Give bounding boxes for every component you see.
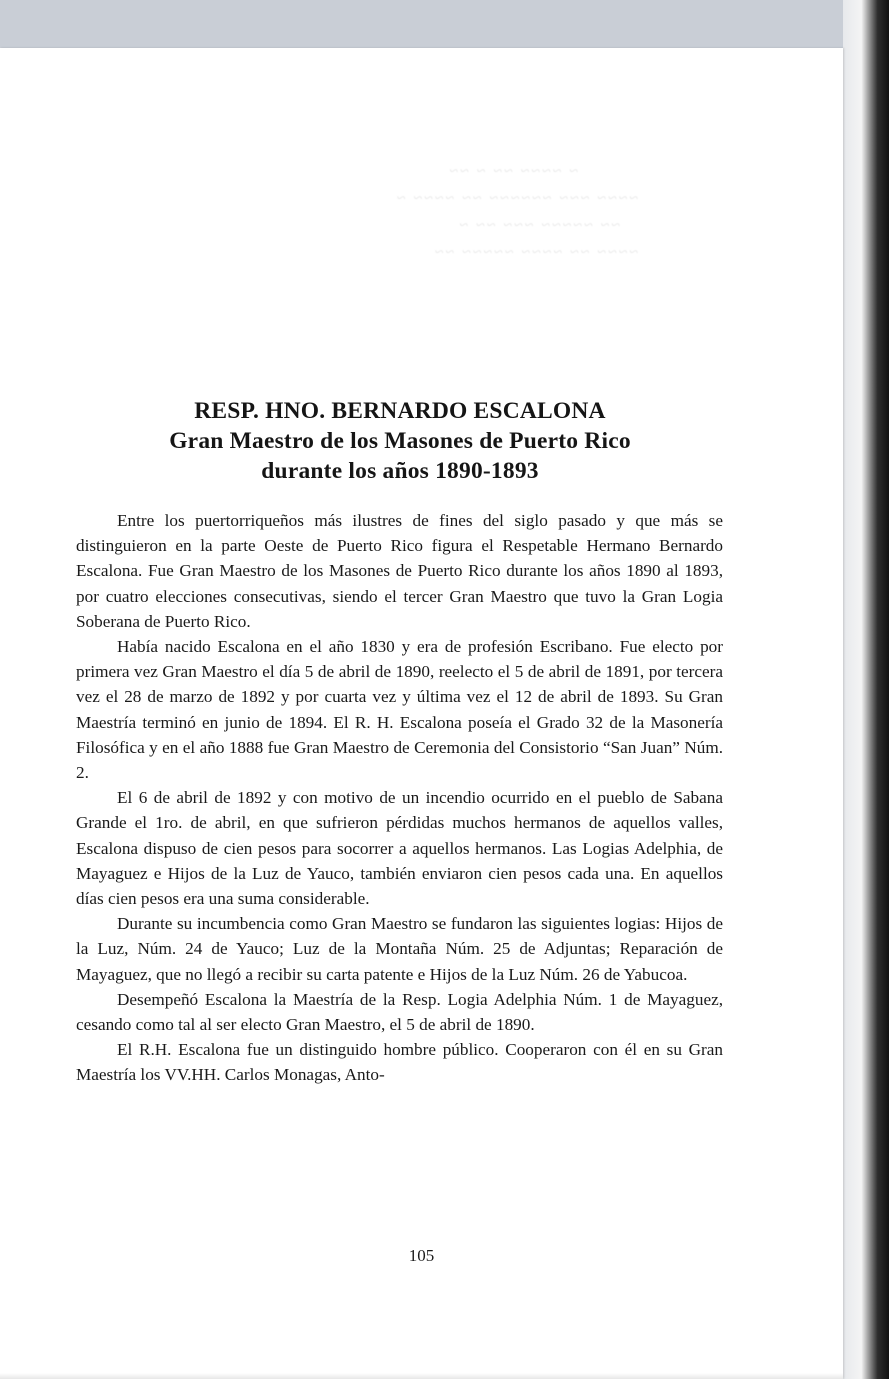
paragraph-3: El 6 de abril de 1892 y con motivo de un incendio ocurrido en el pueblo de Sabana Grande el 1ro. de abril, en que sufrieron pérdidas muchos hermanos de aquellos valles, Escalona dispuso de cien pesos para socorrer a aquellos hermanos. Las Logias Adelphia, de Mayaguez e Hijos de la Luz de Yauco, también enviaron cien pesos cada una. En aquellos días cien pesos era una suma considerable. — [76, 788, 723, 909]
chapter-title: RESP. HNO. BERNARDO ESCALONA — [194, 398, 606, 424]
book-page — [0, 48, 843, 1379]
paragraph-4: Durante su incumbencia como Gran Maestro se fundaron las siguientes logias: Hijos de la Luz, Núm. 24 de Yauco; Luz de la Montaña Núm. 25 de Adjuntas; Reparación de Mayaguez, que no llegó a recibir su carta patente e Hijos de la Luz Núm. 26 de Yabucoa. — [76, 914, 723, 984]
paragraph-5: Desempeñó Escalona la Maestría de la Resp. Logia Adelphia Núm. 1 de Mayaguez, cesando como tal al ser electo Gran Maestro, el 5 de abril de 1890. — [76, 989, 723, 1035]
bleed-through-text: ~ ~~~~ ~~ ~ ~~ ~~~~ ~~~ ~~~~~~ ~~ ~~~~ ~ ~~ ~~~~~ ~~~ ~~ ~ ~~~~ ~~ ~~~~ ~~~~~ ~~ — [394, 163, 650, 261]
scan-background-edge — [843, 0, 889, 1379]
paragraph-1: Entre los puertorriqueños más ilustres de fines del siglo pasado y que más se distinguieron en la parte Oeste de Puerto Rico figura el Respetable Hermano Bernardo Escalona. Fue Gran Maestro de los Masones de Puerto Rico durante los años 1890 al 1893, por cuatro elecciones consecutivas, siendo el tercer Gran Maestro que tuvo la Gran Logia Soberana de Puerto Rico. — [76, 511, 723, 631]
paragraph-2: Había nacido Escalona en el año 1830 y era de profesión Escribano. Fue electo por primera vez Gran Maestro el día 5 de abril de 1890, reelecto el 5 de abril de 1891, por tercera vez el 28 de marzo de 1892 y por cuarta vez y última vez el 12 de abril de 1893. Su Gran Maestría terminó en junio de 1894. El R. H. Escalona poseía el Grado 32 de la Masonería Filosófica y en el año 1888 fue Gran Maestro de Ceremonia del Consistorio “San Juan” Núm. 2. — [76, 637, 723, 783]
page-bottom-edge — [0, 1373, 843, 1379]
paragraph-6: El R.H. Escalona fue un distinguido hombre público. Cooperaron con él en su Gran Maestría los VV.HH. Carlos Monagas, Anto- — [76, 1040, 723, 1085]
body-text — [76, 508, 723, 1088]
page-number: 105 — [408, 1246, 435, 1265]
chapter-subtitle: Gran Maestro de los Masones de Puerto Rico — [169, 428, 631, 454]
chapter-subtitle-years: durante los años 1890-1893 — [261, 458, 539, 484]
chapter-heading — [60, 396, 740, 486]
